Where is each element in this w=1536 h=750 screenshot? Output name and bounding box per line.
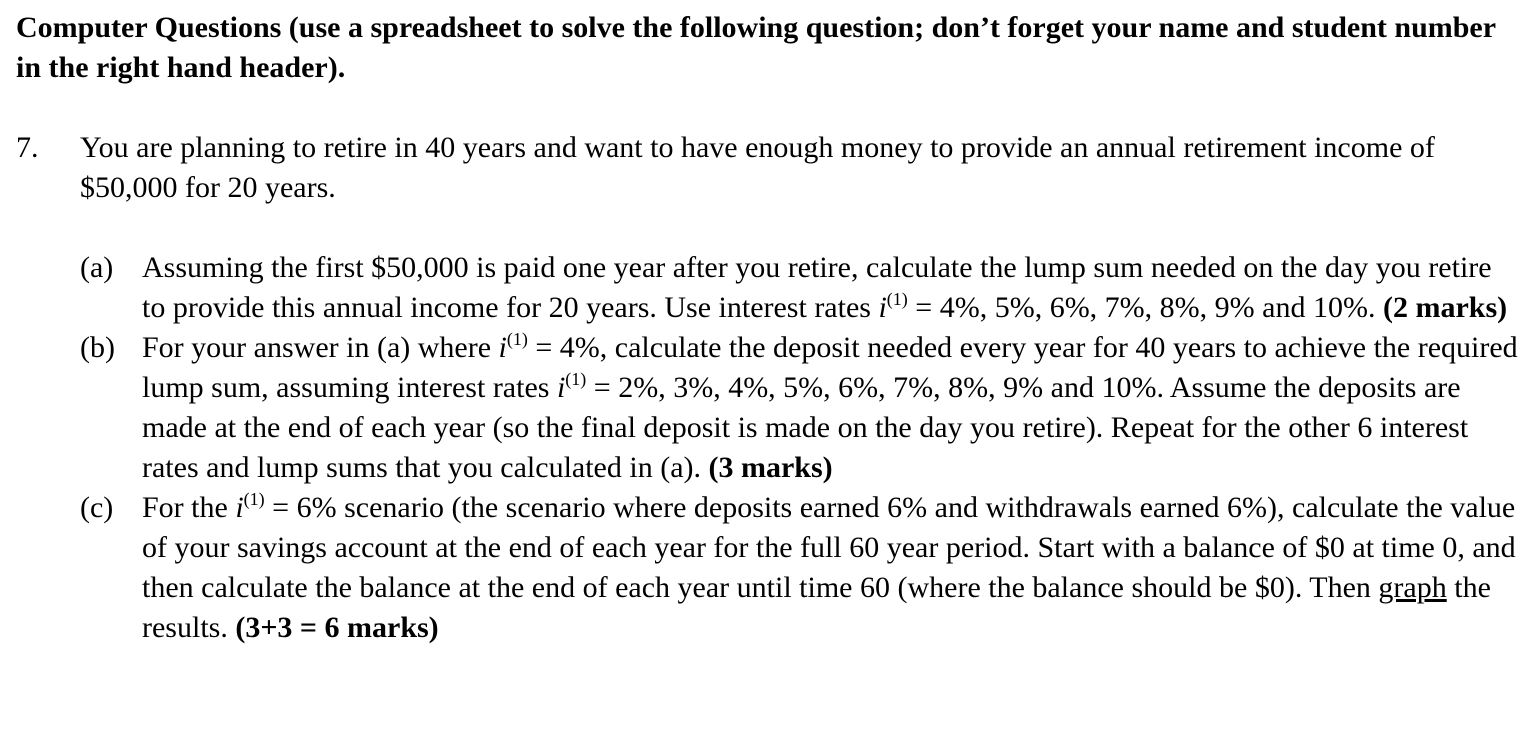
rate-superscript: (1) bbox=[243, 489, 265, 509]
part-a-text bbox=[142, 248, 1520, 328]
rate-symbol: i bbox=[498, 331, 507, 364]
part-a-text-1: Assuming the first $50,000 is paid one year after you retire, calculate the lump sum needed on the day you retire to provide this annual income for 20 years. Use interest rates bbox=[142, 251, 1492, 324]
rate-superscript: (1) bbox=[506, 329, 528, 349]
part-b-text-3: = 2%, 3%, 4%, 5%, 6%, 7%, 8%, 9% and 10%. Assume the deposits are made at the end of each year (so the final deposit is made on the day you retire). Repeat for the other 6 interest rates and lump sums that you calculated in (a). bbox=[142, 371, 1469, 484]
section-heading: Computer Questions (use a spreadsheet to solve the following question; don’t forget your name and student number in the right hand header). bbox=[16, 11, 1496, 84]
part-c-text-3: the results. bbox=[142, 571, 1491, 644]
part-a-marks: (2 marks) bbox=[1382, 291, 1508, 324]
rate-superscript: (1) bbox=[886, 289, 908, 309]
part-b-marks: (3 marks) bbox=[708, 451, 833, 484]
part-b-text-1: For your answer in (a) where bbox=[142, 331, 499, 364]
part-b-text-2: = 4%, calculate the deposit needed every year for 40 years to achieve the required lump sum, assuming interest rates bbox=[142, 331, 1518, 404]
part-b bbox=[80, 328, 1520, 488]
rate-superscript: (1) bbox=[565, 369, 587, 389]
question-number: 7. bbox=[16, 131, 39, 164]
question-text: You are planning to retire in 40 years and want to have enough money to provide an annual retirement income of $50,000 for 20 years. bbox=[80, 131, 1435, 204]
part-a-text-2: = 4%, 5%, 6%, 7%, 8%, 9% and 10%. bbox=[907, 291, 1383, 324]
rate-symbol: i bbox=[235, 491, 244, 524]
part-c-marks: (3+3 = 6 marks) bbox=[235, 611, 439, 644]
part-a-label: (a) bbox=[80, 251, 114, 284]
part-a bbox=[80, 248, 1520, 328]
part-c bbox=[80, 488, 1520, 648]
part-c-text-2: = 6% scenario (the scenario where deposits earned 6% and withdrawals earned 6%), calculate the value of your savings account at the end of each year for the full 60 year period. Start with a balance of $0 at time 0, and then calculate the balance at the end of each year until time 60 (where the balance should be $0). Then bbox=[142, 491, 1516, 604]
graph-underlined-word: graph bbox=[1378, 571, 1447, 604]
part-c-text bbox=[142, 488, 1520, 648]
part-b-text bbox=[142, 328, 1520, 488]
part-c-label: (c) bbox=[80, 491, 114, 524]
question-parts bbox=[80, 248, 1520, 648]
part-c-text-1: For the bbox=[142, 491, 236, 524]
rate-symbol: i bbox=[878, 291, 887, 324]
rate-symbol: i bbox=[556, 371, 566, 404]
part-b-label: (b) bbox=[80, 331, 115, 364]
